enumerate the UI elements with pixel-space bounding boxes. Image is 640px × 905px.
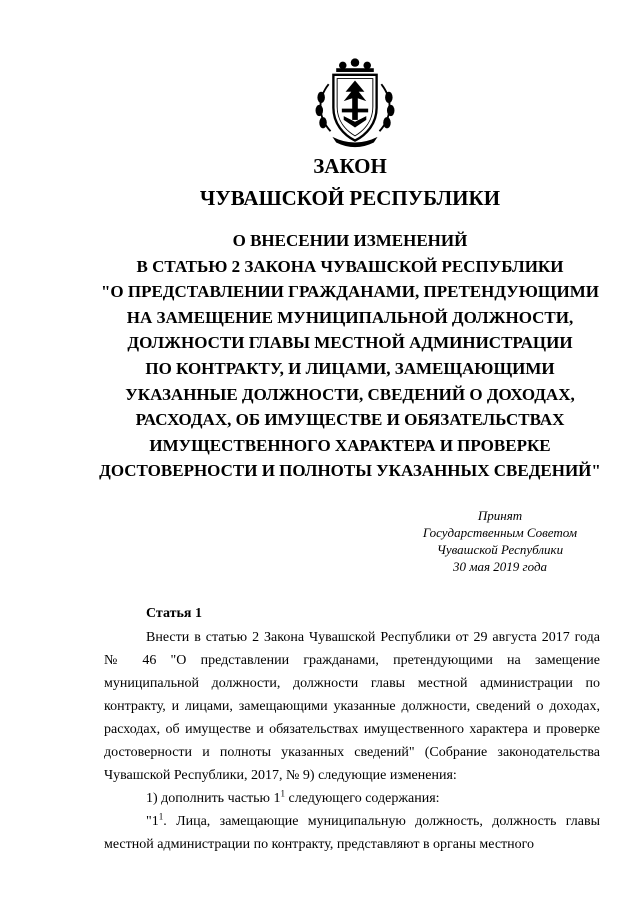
adoption-note <box>400 507 600 575</box>
quote-open: "1 <box>146 814 159 829</box>
subtitle-line: НА ЗАМЕЩЕНИЕ МУНИЦИПАЛЬНОЙ ДОЛЖНОСТИ, <box>126 307 574 327</box>
subtitle-line: "О ПРЕДСТАВЛЕНИИ ГРАЖДАНАМИ, ПРЕТЕНДУЮЩИМИ <box>100 282 600 302</box>
article-body <box>104 626 600 856</box>
subtitle-line: ПО КОНТРАКТУ, И ЛИЦАМИ, ЗАМЕЩАЮЩИМИ <box>145 358 555 378</box>
quote-superscript: 1 <box>158 811 164 822</box>
law-title-line-1: ЗАКОН <box>313 154 387 178</box>
item-text-after: следующего содержания: <box>285 791 440 806</box>
article-paragraph: Внести в статью 2 Закона Чувашской Республики от 29 августа 2017 года № 46 "О представлении гражданами, претендующими на замещение муниципальной должности, должности главы местной администрации по контракту, и лицами, замещающими указанные должности, сведений о доходах, расходах, об имуществе и обязательствах имущественного характера и проверке достоверности и полноты указанных сведений" (Собрание законодательства Чувашской Республики, 2017, № 9) следующие изменения: <box>104 630 600 783</box>
article-item <box>104 787 600 810</box>
law-title-line-2: ЧУВАШСКОЙ РЕСПУБЛИКИ <box>199 186 501 210</box>
adoption-note-line: 30 мая 2019 года <box>452 559 548 574</box>
adoption-note-line: Государственным Советом <box>422 525 578 540</box>
subtitle-line: В СТАТЬЮ 2 ЗАКОНА ЧУВАШСКОЙ РЕСПУБЛИКИ <box>136 256 564 276</box>
subtitle-line: УКАЗАННЫЕ ДОЛЖНОСТИ, СВЕДЕНИЙ О ДОХОДАХ, <box>125 384 575 404</box>
subtitle-line: О ВНЕСЕНИИ ИЗМЕНЕНИЙ <box>232 231 468 250</box>
chuvash-coat-of-arms-icon <box>308 56 402 150</box>
quote-text: . Лица, замещающие муниципальную должность, должность главы местной администрации по контракту, представляют в органы местного <box>104 814 600 852</box>
law-title <box>60 150 640 214</box>
adoption-note-line: Чувашской Республики <box>436 542 564 557</box>
subtitle-line: ДОСТОВЕРНОСТИ И ПОЛНОТЫ УКАЗАННЫХ СВЕДЕНИЙ" <box>99 461 601 481</box>
subtitle-line: ДОЛЖНОСТИ ГЛАВЫ МЕСТНОЙ АДМИНИСТРАЦИИ <box>127 333 573 353</box>
article-quote <box>104 810 600 856</box>
item-text-before: 1) дополнить частью 1 <box>146 791 281 806</box>
subtitle-line: ИМУЩЕСТВЕННОГО ХАРАКТЕРА И ПРОВЕРКЕ <box>149 435 551 455</box>
adoption-note-line: Принят <box>477 508 523 523</box>
law-subtitle <box>60 228 640 484</box>
article-heading: Статья 1 <box>146 606 202 621</box>
item-superscript: 1 <box>280 788 285 799</box>
subtitle-line: РАСХОДАХ, ОБ ИМУЩЕСТВЕ И ОБЯЗАТЕЛЬСТВАХ <box>135 410 565 430</box>
